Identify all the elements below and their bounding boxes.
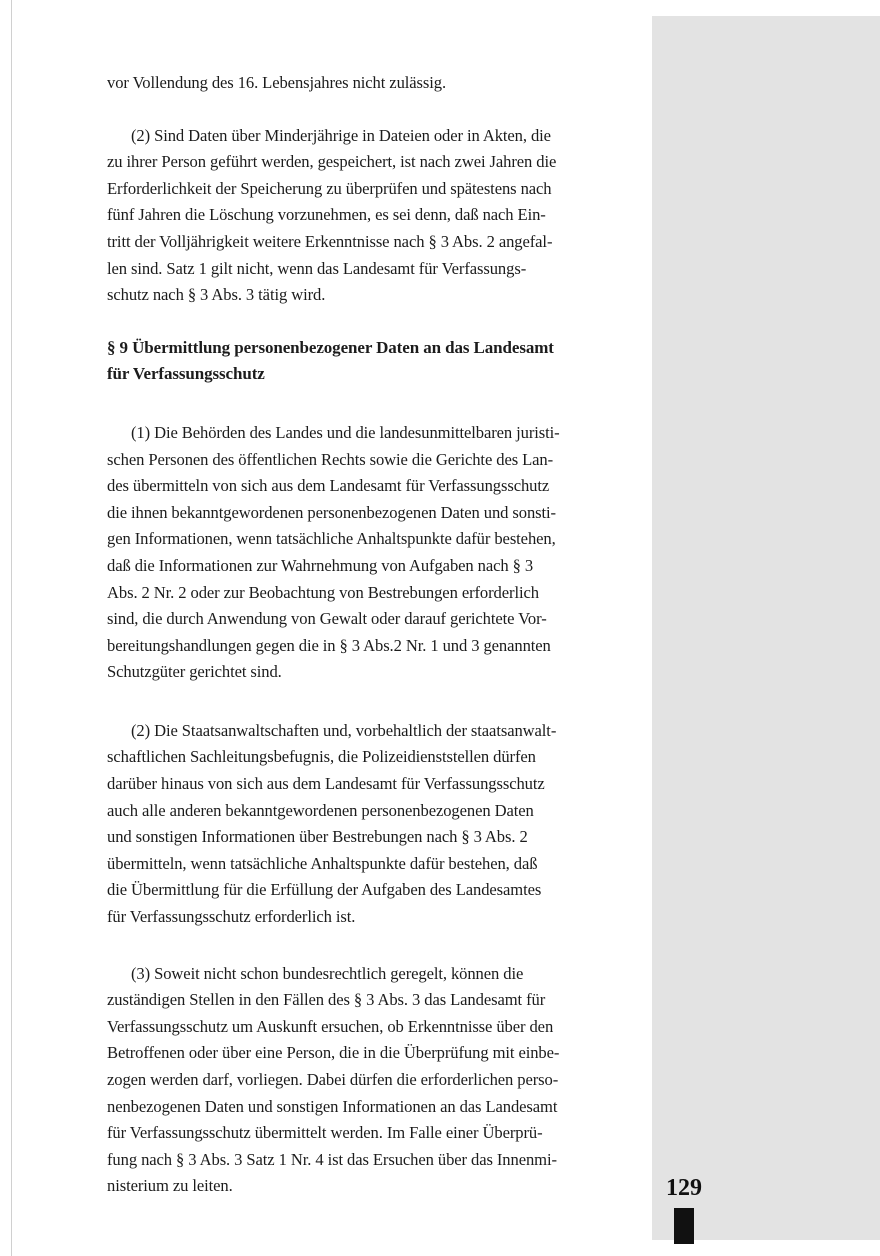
margin-sidebar bbox=[652, 16, 880, 1240]
paragraph-9-1 bbox=[107, 420, 627, 686]
text-line: tritt der Volljährigkeit weitere Erkenntnisse nach § 3 Abs. 2 angefal- bbox=[107, 231, 553, 251]
text-line: schaftlichen Sachleitungsbefugnis, die Polizeidienststellen dürfen bbox=[107, 747, 536, 767]
text-line: die Übermittlung für die Erfüllung der Aufgaben des Landesamtes bbox=[107, 880, 542, 900]
text-line: daß die Informationen zur Wahrnehmung von Aufgaben nach § 3 bbox=[107, 555, 534, 575]
document-body bbox=[107, 70, 627, 1200]
text-line: (2) Sind Daten über Minderjährige in Dateien oder in Akten, die bbox=[131, 125, 551, 145]
page-edge-line bbox=[11, 0, 12, 1256]
heading-line: für Verfassungsschutz bbox=[107, 364, 265, 384]
text-line: gen Informationen, wenn tatsächliche Anhaltspunkte dafür bestehen, bbox=[107, 529, 556, 549]
text-line: len sind. Satz 1 gilt nicht, wenn das Landesamt für Verfassungs- bbox=[107, 258, 527, 278]
paragraph-9-2 bbox=[107, 718, 627, 931]
text-line: nenbezogenen Daten und sonstigen Informationen an das Landesamt bbox=[107, 1096, 558, 1116]
text-line: (2) Die Staatsanwaltschaften und, vorbehaltlich der staatsanwalt- bbox=[131, 720, 557, 740]
text-line: zu ihrer Person geführt werden, gespeichert, ist nach zwei Jahren die bbox=[107, 152, 557, 172]
text-line: die ihnen bekanntgewordenen personenbezogenen Daten und sonsti- bbox=[107, 502, 556, 522]
paragraph-8-2 bbox=[107, 123, 627, 309]
paragraph-continuation bbox=[107, 70, 627, 97]
text-line: übermitteln, wenn tatsächliche Anhaltspunkte dafür bestehen, daß bbox=[107, 853, 538, 873]
text-line: für Verfassungsschutz übermittelt werden. Im Falle einer Überprü- bbox=[107, 1123, 543, 1143]
text-line: (1) Die Behörden des Landes und die landesunmittelbaren juristi- bbox=[131, 422, 560, 442]
text-line: Abs. 2 Nr. 2 oder zur Beobachtung von Bestrebungen erforderlich bbox=[107, 582, 539, 602]
text-line: Erforderlichkeit der Speicherung zu überprüfen und spätestens nach bbox=[107, 178, 552, 198]
section-heading bbox=[107, 335, 627, 388]
text-line: zogen werden darf, vorliegen. Dabei dürfen die erforderlichen perso- bbox=[107, 1070, 559, 1089]
text-line: für Verfassungsschutz erforderlich ist. bbox=[107, 907, 356, 927]
text-line: (3) Soweit nicht schon bundesrechtlich geregelt, können die bbox=[131, 963, 524, 983]
text-line: Schutzgüter gerichtet sind. bbox=[107, 662, 282, 682]
text-line: zuständigen Stellen in den Fällen des § 3 Abs. 3 das Landesamt für bbox=[107, 990, 546, 1010]
text-line: fung nach § 3 Abs. 3 Satz 1 Nr. 4 ist das Ersuchen über das Innenmi- bbox=[107, 1149, 557, 1169]
paragraph-9-3 bbox=[107, 961, 627, 1200]
text-line: des übermitteln von sich aus dem Landesamt für Verfassungsschutz bbox=[107, 476, 550, 496]
text-line: vor Vollendung des 16. Lebensjahres nicht zulässig. bbox=[107, 73, 447, 92]
text-line: bereitungshandlungen gegen die in § 3 Abs.2 Nr. 1 und 3 genannten bbox=[107, 635, 551, 655]
text-line: schen Personen des öffentlichen Rechts sowie die Gerichte des Lan- bbox=[107, 449, 554, 469]
text-line: und sonstigen Informationen über Bestrebungen nach § 3 Abs. 2 bbox=[107, 827, 528, 847]
text-line: Betroffenen oder über eine Person, die in die Überprüfung mit einbe- bbox=[107, 1043, 560, 1063]
page-number: 129 bbox=[666, 1175, 702, 1201]
text-line: schutz nach § 3 Abs. 3 tätig wird. bbox=[107, 285, 326, 305]
text-line: fünf Jahren die Löschung vorzunehmen, es sei denn, daß nach Ein- bbox=[107, 205, 546, 225]
text-line: auch alle anderen bekanntgewordenen personenbezogenen Daten bbox=[107, 800, 534, 820]
text-line: sind, die durch Anwendung von Gewalt oder darauf gerichtete Vor- bbox=[107, 609, 547, 629]
page-thumb-marker bbox=[674, 1208, 694, 1244]
text-line: Verfassungsschutz um Auskunft ersuchen, ob Erkenntnisse über den bbox=[107, 1016, 554, 1036]
text-line: darüber hinaus von sich aus dem Landesamt für Verfassungsschutz bbox=[107, 774, 545, 794]
heading-line: § 9 Übermittlung personenbezogener Daten an das Landesamt bbox=[107, 337, 554, 357]
text-line: nisterium zu leiten. bbox=[107, 1176, 233, 1196]
